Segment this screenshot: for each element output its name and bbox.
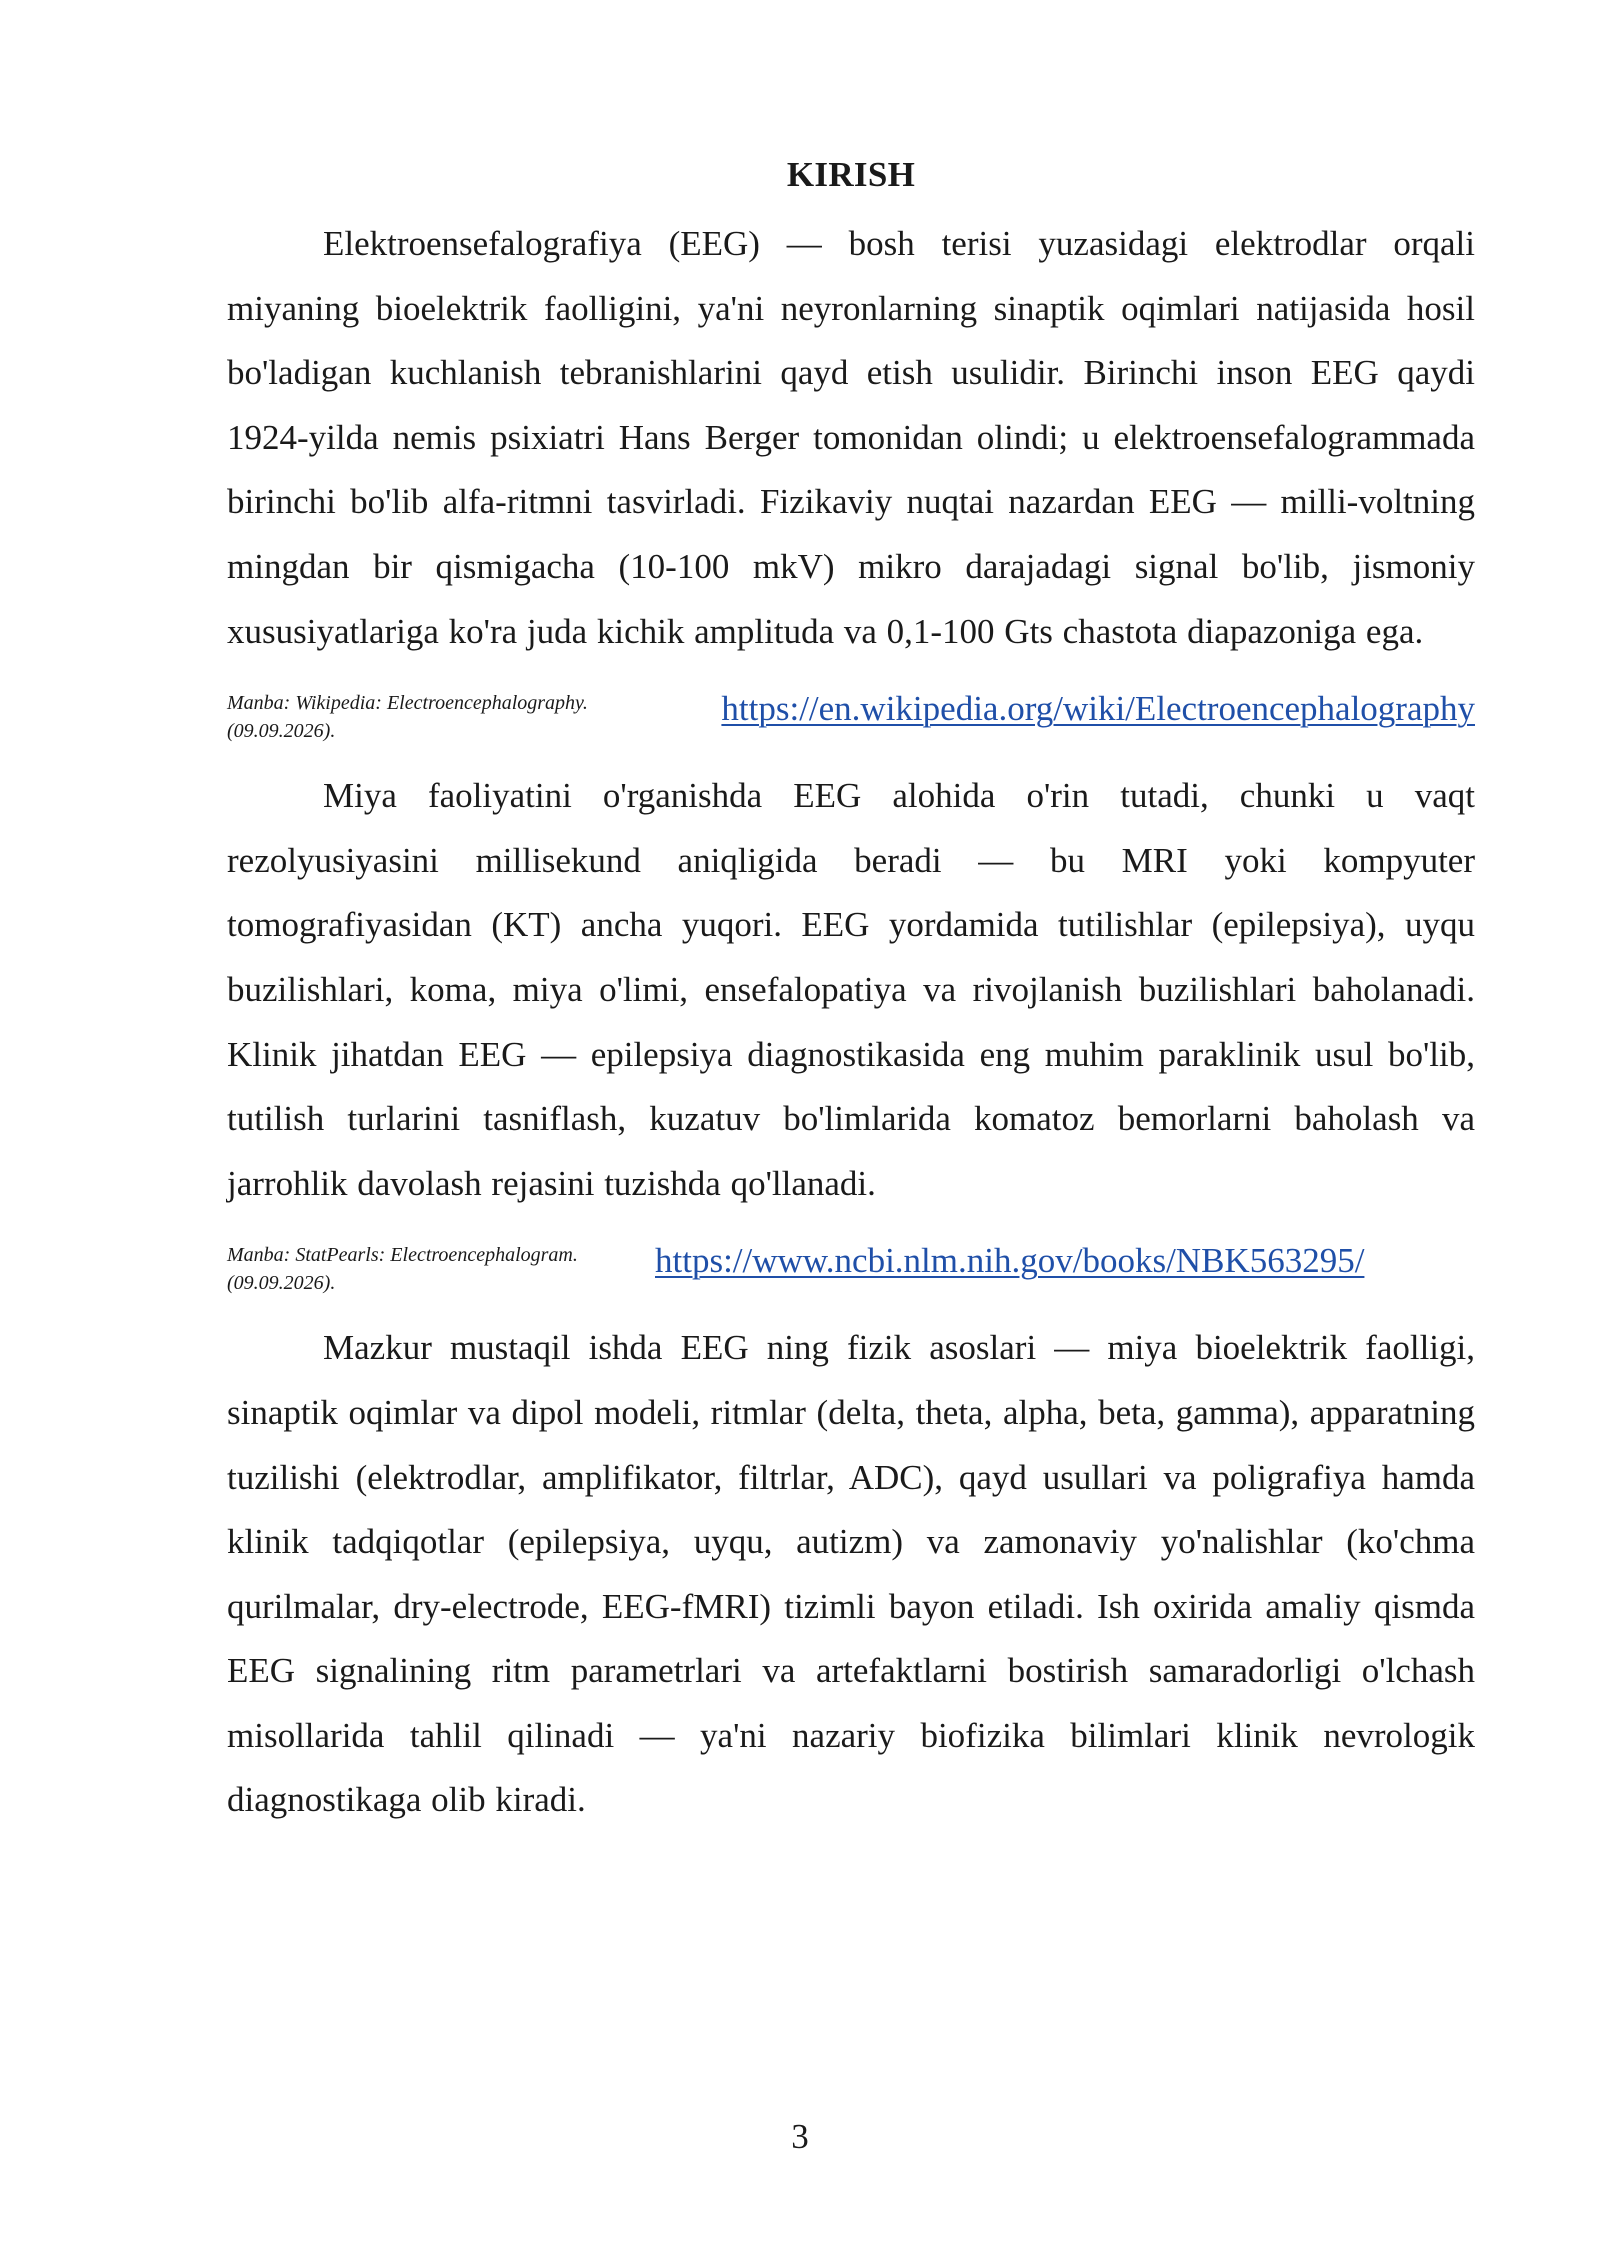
source-1-line (227, 680, 1475, 729)
paragraph-3: Mazkur mustaqil ishda EEG ning fizik asoslari — miya bioelektrik faolligi, sinaptik oqimlar va dipol modeli, ritmlar (delta, theta, alpha, beta, gamma), apparatning tuzilishi (elektrodlar, amplifikator, filtrlar, ADC), qayd usullari va poligrafiya hamda klinik tadqiqotlar (epilepsiya, uyqu, autizm) va zamonaviy yo'nalishlar (ko'chma qurilmalar, dry-electrode, EEG-fMRI) tizimli bayon etiladi. Ish oxirida amaliy qismda EEG signalining ritm parametrlari va artefaktlarni bostirish samaradorligi o'lchash misollarida tahlil qilinadi — ya'ni nazariy biofizika bilimlari klinik nevrologik diagnostikaga olib kiradi. (227, 1328, 1475, 1820)
paragraph-1: Elektroensefalografiya (EEG) — bosh terisi yuzasidagi elektrodlar orqali miyaning bioelektrik faolligini, ya'ni neyronlarning sinaptik oqimlari natijasida hosil bo'ladigan kuchlanish tebranishlarini qayd etish usulidir. Birinchi inson EEG qaydi 1924-yilda nemis psixiatri Hans Berger tomonidan olindi; u elektroensefalogrammada birinchi bo'lib alfa-ritmni tasvirladi. Fizikaviy nuqtai nazardan EEG — milli-voltning mingdan bir qismigacha (10-100 mkV) mikro darajadagi signal bo'lib, jismoniy xususiyatlariga ko'ra juda kichik amplituda va 0,1-100 Gts chastota diapazoniga ega. (227, 224, 1475, 651)
source-2-line (227, 1232, 1475, 1281)
source-2-link[interactable]: https://www.ncbi.nlm.nih.gov/books/NBK563295/ (655, 1241, 1365, 1281)
page-number: 3 (791, 2117, 809, 2156)
source-1-date: (09.09.2026). (227, 720, 336, 743)
page-content (227, 150, 1475, 1833)
source-1-link[interactable]: https://en.wikipedia.org/wiki/Electroencephalography (721, 689, 1475, 729)
source-1-label: Manba: Wikipedia: Electroencephalography. (227, 692, 588, 715)
source-2-label: Manba: StatPearls: Electroencephalogram. (227, 1244, 578, 1267)
source-citation-1 (227, 680, 1475, 742)
source-2-date: (09.09.2026). (227, 1272, 336, 1295)
section-title: KIRISH (786, 155, 916, 194)
source-citation-2 (227, 1232, 1475, 1294)
paragraph-2: Miya faoliyatini o'rganishda EEG alohida o'rin tutadi, chunki u vaqt rezolyusiyasini millisekund aniqligida beradi — bu MRI yoki kompyuter tomografiyasidan (KT) ancha yuqori. EEG yordamida tutilishlar (epilepsiya), uyqu buzilishlari, koma, miya o'limi, ensefalopatiya va rivojlanish buzilishlari baholanadi. Klinik jihatdan EEG — epilepsiya diagnostikasida eng muhim paraklinik usul bo'lib, tutilish turlarini tasniflash, kuzatuv bo'limlarida komatoz bemorlarni baholash va jarrohlik davolash rejasini tuzishda qo'llanadi. (227, 776, 1475, 1203)
